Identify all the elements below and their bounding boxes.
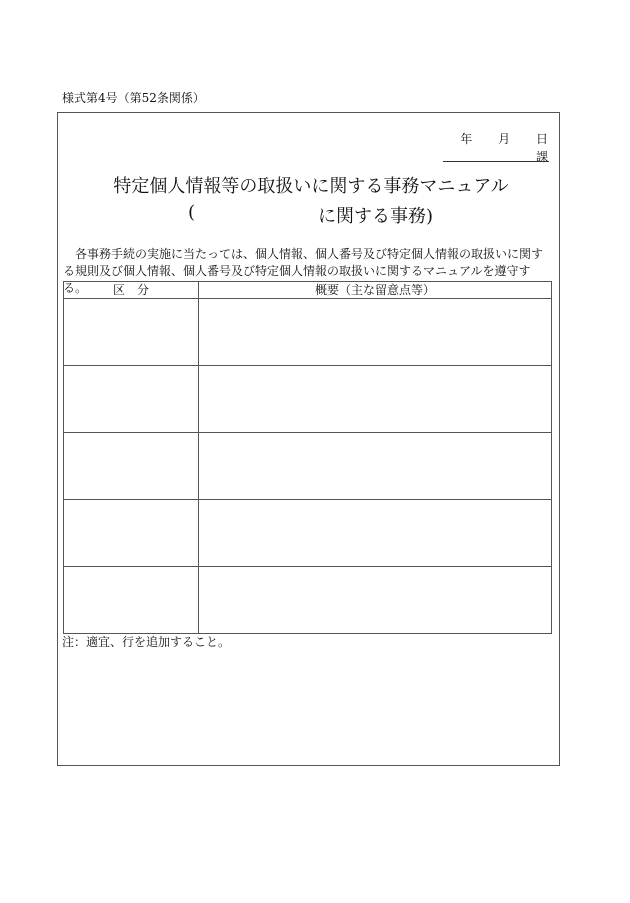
summary-cell[interactable] (199, 433, 552, 500)
date-line (438, 130, 548, 147)
summary-cell[interactable] (199, 366, 552, 433)
section-label: 課 (535, 150, 548, 164)
category-cell[interactable] (64, 299, 199, 366)
category-cell[interactable] (64, 433, 199, 500)
document-title: 特定個人情報等の取扱いに関する事務マニュアル (113, 176, 509, 197)
footnote: 注：適宜、行を追加すること。 (62, 635, 231, 649)
summary-cell[interactable] (199, 567, 552, 634)
table-row (64, 500, 552, 567)
category-cell[interactable] (64, 567, 199, 634)
intro-paragraph: 各事務手続の実施に当たっては、個人情報、個人番号及び特定個人情報の取扱いに関する規則及び個人情報、個人番号及び特定個人情報の取扱いに関するマニュアルを遵守する。 (63, 247, 544, 295)
category-cell[interactable] (64, 366, 199, 433)
header-category: 区 分 (64, 282, 199, 299)
date-day: 日 (535, 132, 548, 146)
table-row (64, 433, 552, 500)
manual-table (63, 281, 552, 634)
section-underline (443, 161, 549, 162)
summary-cell[interactable] (199, 500, 552, 567)
table-row (64, 299, 552, 366)
category-cell[interactable] (64, 500, 199, 567)
header-summary: 概要（主な留意点等） (199, 282, 552, 299)
date-year: 年 (460, 132, 473, 146)
table-row (64, 366, 552, 433)
summary-cell[interactable] (199, 299, 552, 366)
subtitle-text: に関する事務) (318, 206, 434, 227)
subtitle-open-paren: ( (188, 202, 196, 223)
date-month: 月 (498, 132, 511, 146)
table-header-row (64, 282, 552, 299)
form-number: 様式第4号（第52条関係） (62, 91, 205, 105)
table-row (64, 567, 552, 634)
